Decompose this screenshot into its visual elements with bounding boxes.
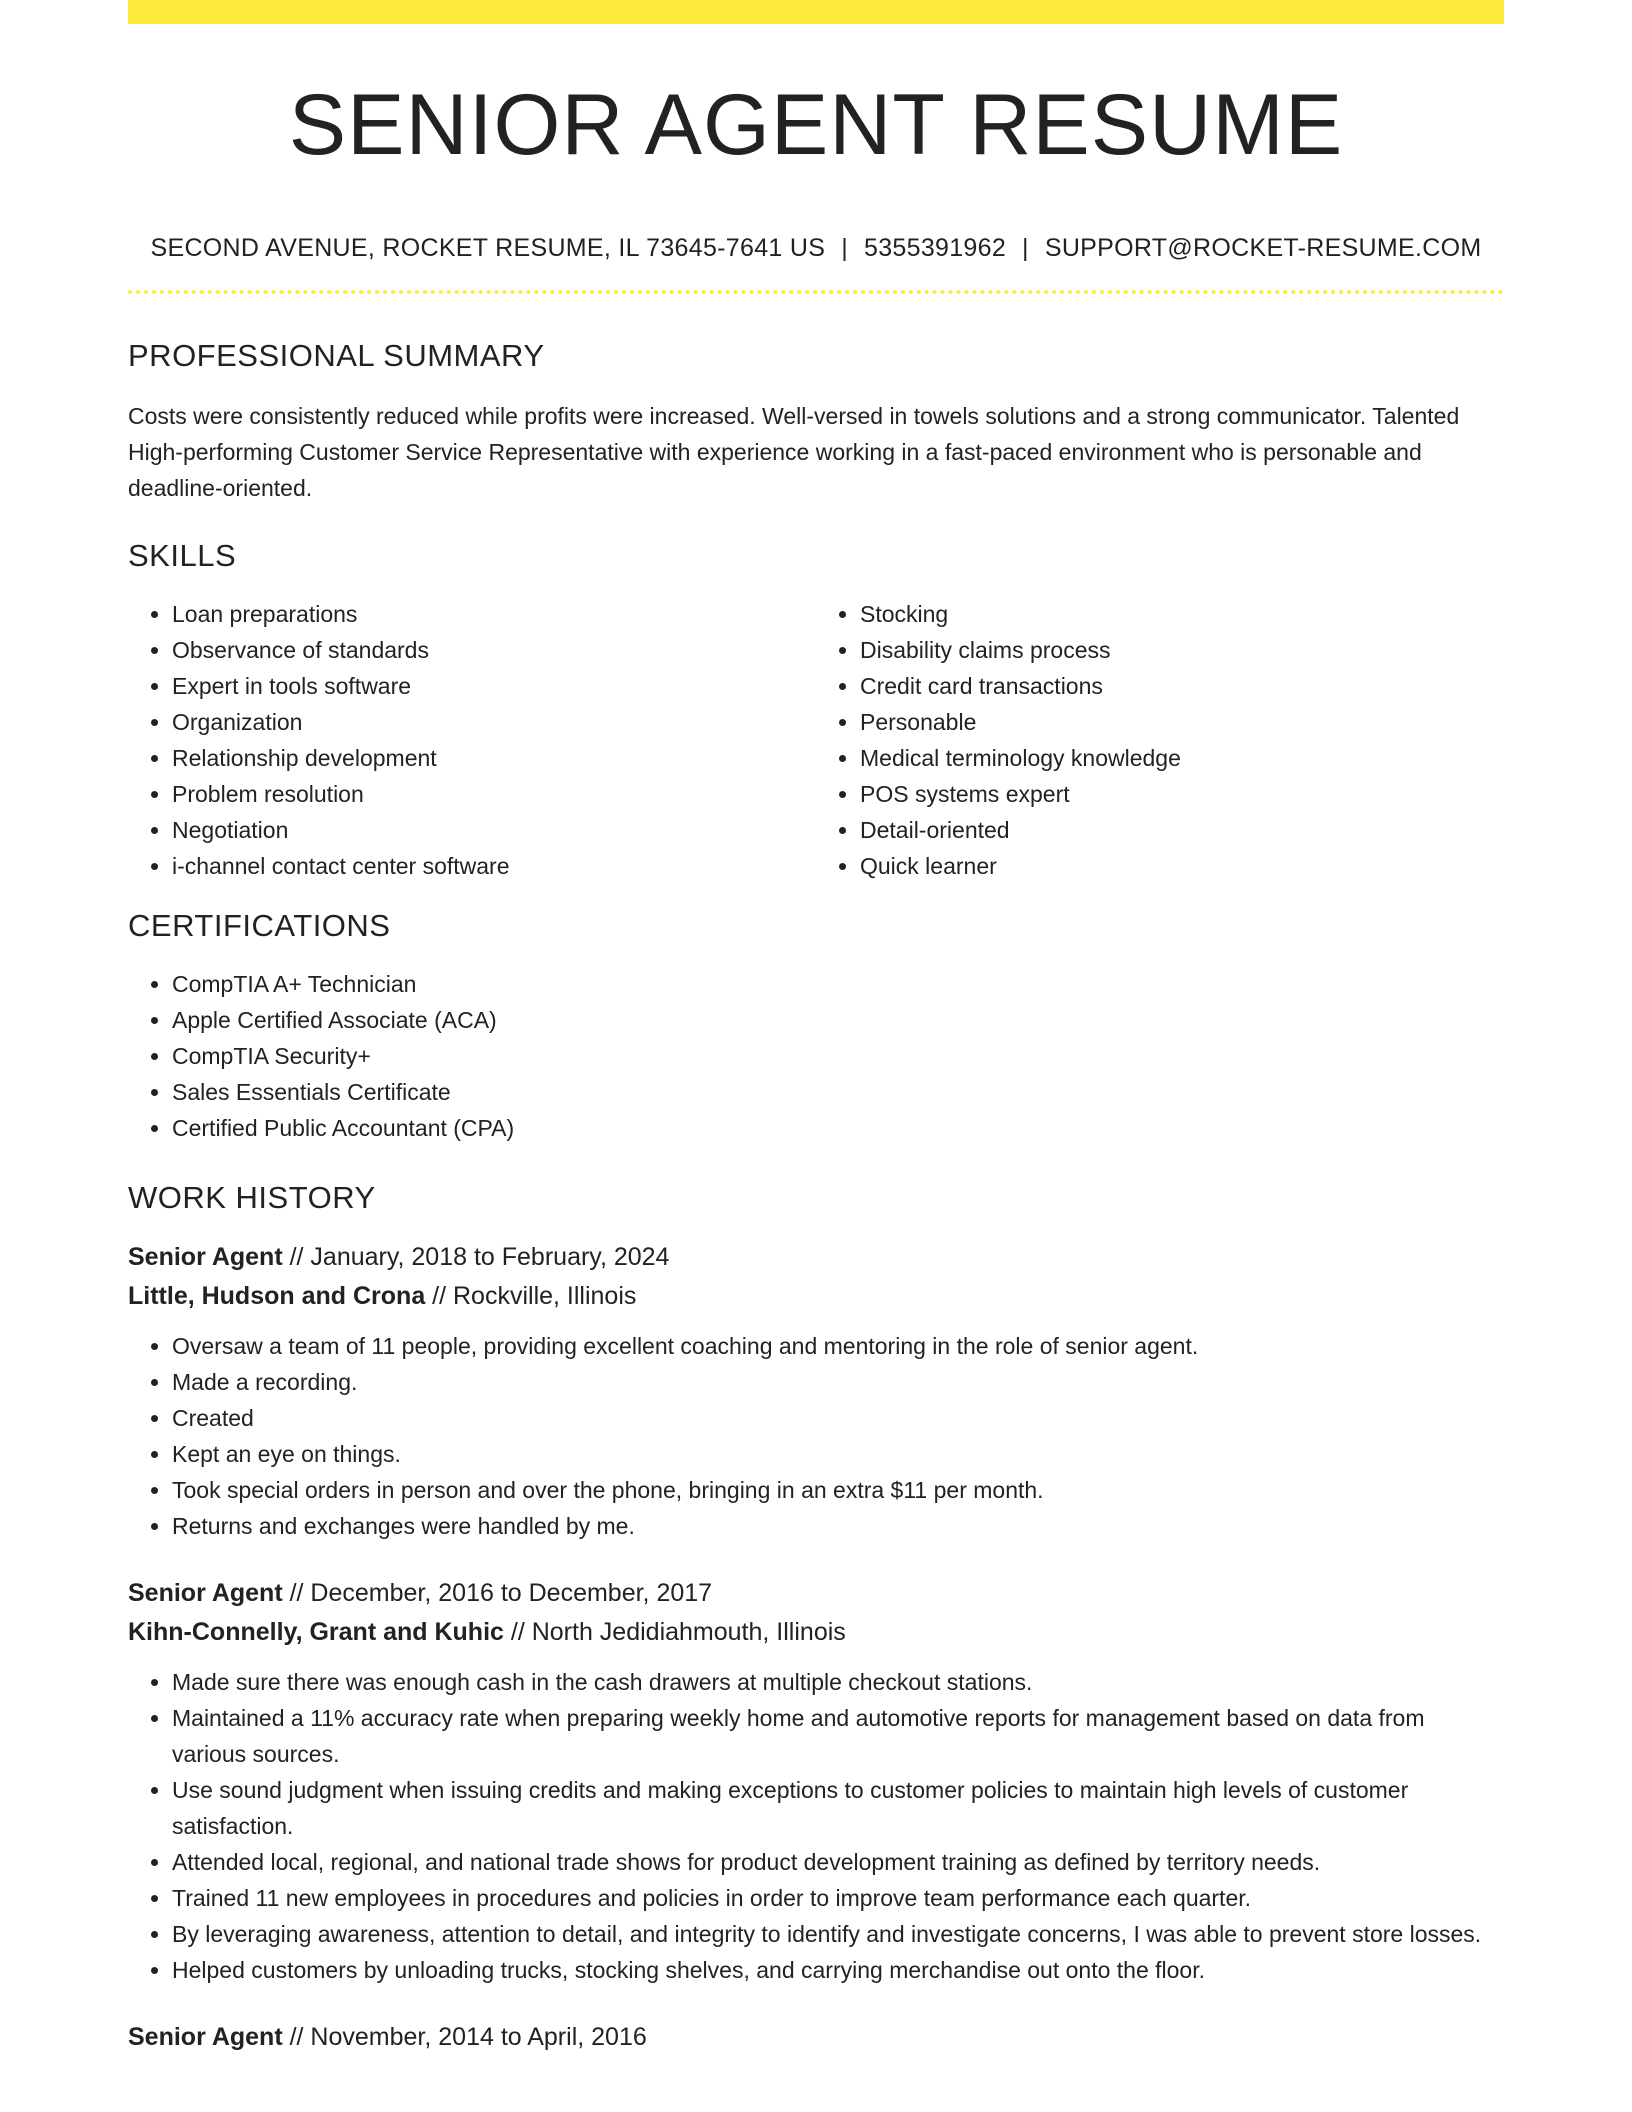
skill-item: • Observance of standards	[172, 632, 816, 668]
job-title-line	[128, 2018, 1504, 2057]
job-bullet: • Made a recording.	[172, 1364, 1504, 1400]
skill-item: • POS systems expert	[860, 776, 1504, 812]
job-title-line	[128, 1238, 1504, 1277]
contact-email: SUPPORT@ROCKET-RESUME.COM	[1044, 234, 1482, 262]
job-bullet: • Created	[172, 1400, 1504, 1436]
skills-list-left	[128, 596, 816, 884]
contact-separator: |	[1022, 234, 1029, 262]
section-heading-summary: PROFESSIONAL SUMMARY	[128, 338, 545, 373]
certifications-list	[128, 966, 1504, 1146]
summary-text: Costs were consistently reduced while profits were increased. Well-versed in towels solutions and a strong communicator. Talented High-performing Customer Service Representative with experience working in a fast-paced environment who is personable and deadline-oriented.	[128, 403, 1460, 501]
skill-item: • Negotiation	[172, 812, 816, 848]
contact-separator: |	[841, 234, 848, 262]
job-dates: // January, 2018 to February, 2024	[282, 1243, 670, 1271]
job-location: // Rockville, Illinois	[425, 1282, 637, 1310]
skill-item: • Credit card transactions	[860, 668, 1504, 704]
skill-item: • Problem resolution	[172, 776, 816, 812]
job-bullets	[128, 1664, 1504, 1988]
job-bullet: • Attended local, regional, and national trade shows for product development training as defined by territory needs.	[172, 1844, 1504, 1880]
job-location: // North Jedidiahmouth, Illinois	[503, 1618, 846, 1646]
job-title: Senior Agent	[128, 1243, 283, 1271]
skill-item: • Disability claims process	[860, 632, 1504, 668]
job-bullet: • Returns and exchanges were handled by me.	[172, 1508, 1504, 1544]
certification-item: • CompTIA Security+	[172, 1038, 1504, 1074]
skill-item: • i-channel contact center software	[172, 848, 816, 884]
section-heading-skills: SKILLS	[128, 538, 237, 573]
skill-item: • Stocking	[860, 596, 1504, 632]
certification-item: • Sales Essentials Certificate	[172, 1074, 1504, 1110]
job-bullet: • Kept an eye on things.	[172, 1436, 1504, 1472]
skill-item: • Personable	[860, 704, 1504, 740]
job-dates: // December, 2016 to December, 2017	[282, 1579, 713, 1607]
job-bullet: • Made sure there was enough cash in the cash drawers at multiple checkout stations.	[172, 1664, 1504, 1700]
certification-item: • Apple Certified Associate (ACA)	[172, 1002, 1504, 1038]
skill-item: • Quick learner	[860, 848, 1504, 884]
job-company-line	[128, 1277, 1504, 1316]
job-company-line	[128, 1613, 1504, 1652]
skill-item: • Loan preparations	[172, 596, 816, 632]
certification-item: • CompTIA A+ Technician	[172, 966, 1504, 1002]
job-bullets	[128, 1328, 1504, 1544]
certification-item: • Certified Public Accountant (CPA)	[172, 1110, 1504, 1146]
page-title: SENIOR AGENT RESUME	[288, 77, 1344, 173]
section-heading-work-history: WORK HISTORY	[128, 1180, 376, 1215]
job-bullet: • Use sound judgment when issuing credits and making exceptions to customer policies to maintain high levels of customer satisfaction.	[172, 1772, 1504, 1844]
resume-page	[128, 0, 1504, 2057]
dotted-divider	[128, 290, 1504, 294]
skill-item: • Detail-oriented	[860, 812, 1504, 848]
job-bullet: • Maintained a 11% accuracy rate when preparing weekly home and automotive reports for management based on data from various sources.	[172, 1700, 1504, 1772]
skill-item: • Expert in tools software	[172, 668, 816, 704]
contact-line	[128, 234, 1504, 264]
job-bullet: • Helped customers by unloading trucks, stocking shelves, and carrying merchandise out onto the floor.	[172, 1952, 1504, 1988]
skill-item: • Organization	[172, 704, 816, 740]
job-bullet: • Trained 11 new employees in procedures and policies in order to improve team performance each quarter.	[172, 1880, 1504, 1916]
job-bullet: • By leveraging awareness, attention to detail, and integrity to identify and investigate concerns, I was able to prevent store losses.	[172, 1916, 1504, 1952]
skill-item: • Relationship development	[172, 740, 816, 776]
job-bullet: • Oversaw a team of 11 people, providing excellent coaching and mentoring in the role of senior agent.	[172, 1328, 1504, 1364]
job-company: Little, Hudson and Crona	[128, 1282, 426, 1310]
job-title-line	[128, 1574, 1504, 1613]
job-company: Kihn-Connelly, Grant and Kuhic	[128, 1618, 504, 1646]
job-entry	[128, 1238, 1504, 1544]
skills-list-right	[816, 596, 1504, 884]
job-entry	[128, 1574, 1504, 1988]
job-entry	[128, 2018, 1504, 2057]
contact-phone: 5355391962	[864, 234, 1007, 262]
skills-columns	[128, 596, 1504, 884]
job-bullet: • Took special orders in person and over the phone, bringing in an extra $11 per month.	[172, 1472, 1504, 1508]
skill-item: • Medical terminology knowledge	[860, 740, 1504, 776]
job-dates: // November, 2014 to April, 2016	[282, 2023, 647, 2051]
contact-address: SECOND AVENUE, ROCKET RESUME, IL 73645-7641 US	[150, 234, 826, 262]
top-accent-bar	[128, 0, 1504, 24]
job-title: Senior Agent	[128, 2023, 283, 2051]
section-heading-certifications: CERTIFICATIONS	[128, 908, 391, 943]
job-title: Senior Agent	[128, 1579, 283, 1607]
